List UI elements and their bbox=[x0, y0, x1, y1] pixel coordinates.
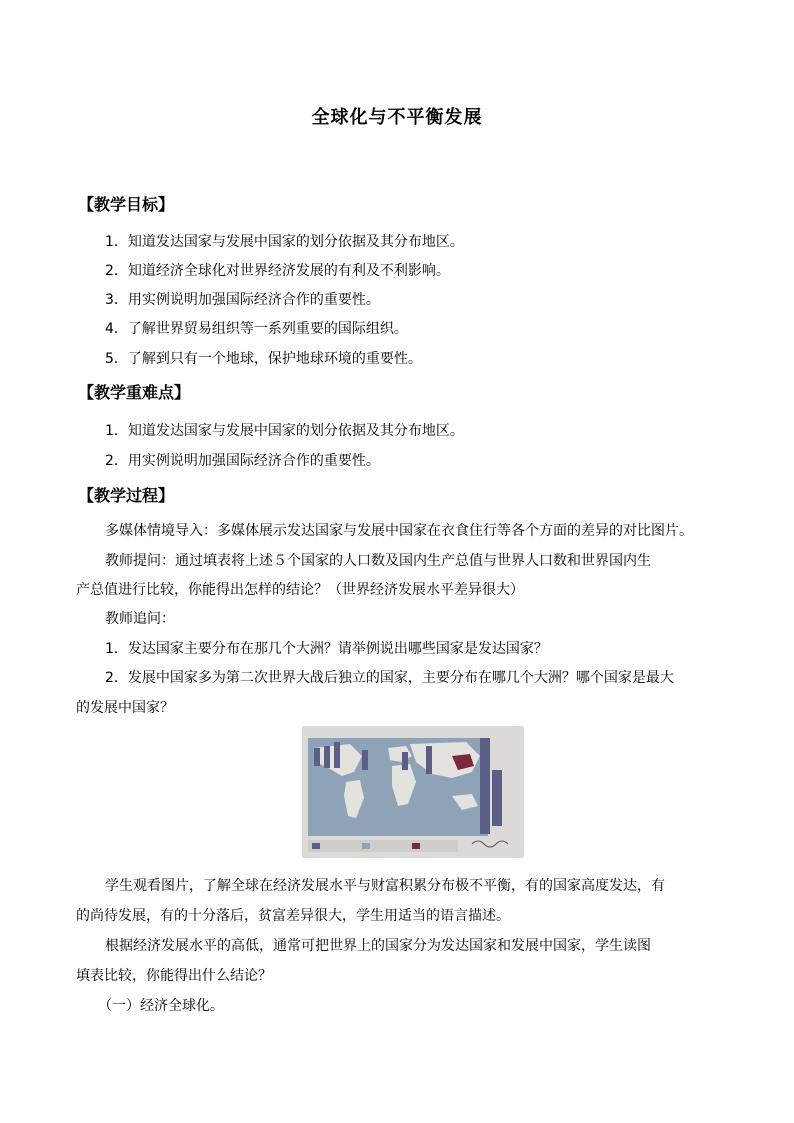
process-paragraph: 教师提问：通过填表将上述５个国家的人口数及国内生产总值与世界人口数和世界国内生 bbox=[105, 553, 651, 569]
process-paragraph: 根据经济发展水平的高低，通常可把世界上的国家分为发达国家和发展中国家，学生读图 bbox=[105, 938, 651, 954]
section-heading-goals: 【教学目标】 bbox=[78, 195, 175, 214]
page-title: 全球化与不平衡发展 bbox=[311, 107, 483, 128]
process-paragraph: 学生观看图片，了解全球在经济发展水平与财富积累分布极不平衡，有的国家高度发达，有 bbox=[105, 878, 665, 894]
section-heading-process: 【教学过程】 bbox=[78, 486, 175, 505]
process-paragraph: （一）经济全球化。 bbox=[98, 998, 224, 1014]
process-paragraph: 2．发展中国家多为第二次世界大战后独立的国家，主要分布在哪几个大洲？哪个国家是最大 bbox=[105, 670, 674, 686]
process-paragraph: 的尚待发展，有的十分落后，贫富差异很大，学生用适当的语言描述。 bbox=[76, 908, 510, 924]
process-paragraph: 多媒体情境导入：多媒体展示发达国家与发展中国家在衣食住行等各个方面的差异的对比图片。 bbox=[105, 523, 693, 539]
goal-item: 2．知道经济全球化对世界经济发展的有利及不利影响。 bbox=[105, 263, 450, 279]
goal-item: 5．了解到只有一个地球，保护地球环境的重要性。 bbox=[105, 351, 422, 367]
goal-item: 4．了解世界贸易组织等一系列重要的国际组织。 bbox=[105, 321, 408, 337]
goal-item: 1．知道发达国家与发展中国家的划分依据及其分布地区。 bbox=[105, 234, 464, 250]
process-paragraph: 填表比较，你能得出什么结论？ bbox=[76, 968, 272, 984]
goal-item: 3．用实例说明加强国际经济合作的重要性。 bbox=[105, 292, 380, 308]
process-paragraph: 教师追问： bbox=[105, 611, 175, 627]
world-map-photo bbox=[302, 726, 524, 858]
section-heading-key-points: 【教学重难点】 bbox=[78, 383, 191, 402]
process-paragraph: 产总值进行比较，你能得出怎样的结论？（世界经济发展水平差异很大） bbox=[76, 582, 524, 598]
process-paragraph: 1．发达国家主要分布在那几个大洲？请举例说出哪些国家是发达国家？ bbox=[105, 641, 548, 657]
process-paragraph: 的发展中国家？ bbox=[76, 700, 174, 716]
key-point-item: 1．知道发达国家与发展中国家的划分依据及其分布地区。 bbox=[105, 423, 464, 439]
world-map-photo-icon bbox=[302, 726, 524, 858]
key-point-item: 2．用实例说明加强国际经济合作的重要性。 bbox=[105, 453, 380, 469]
